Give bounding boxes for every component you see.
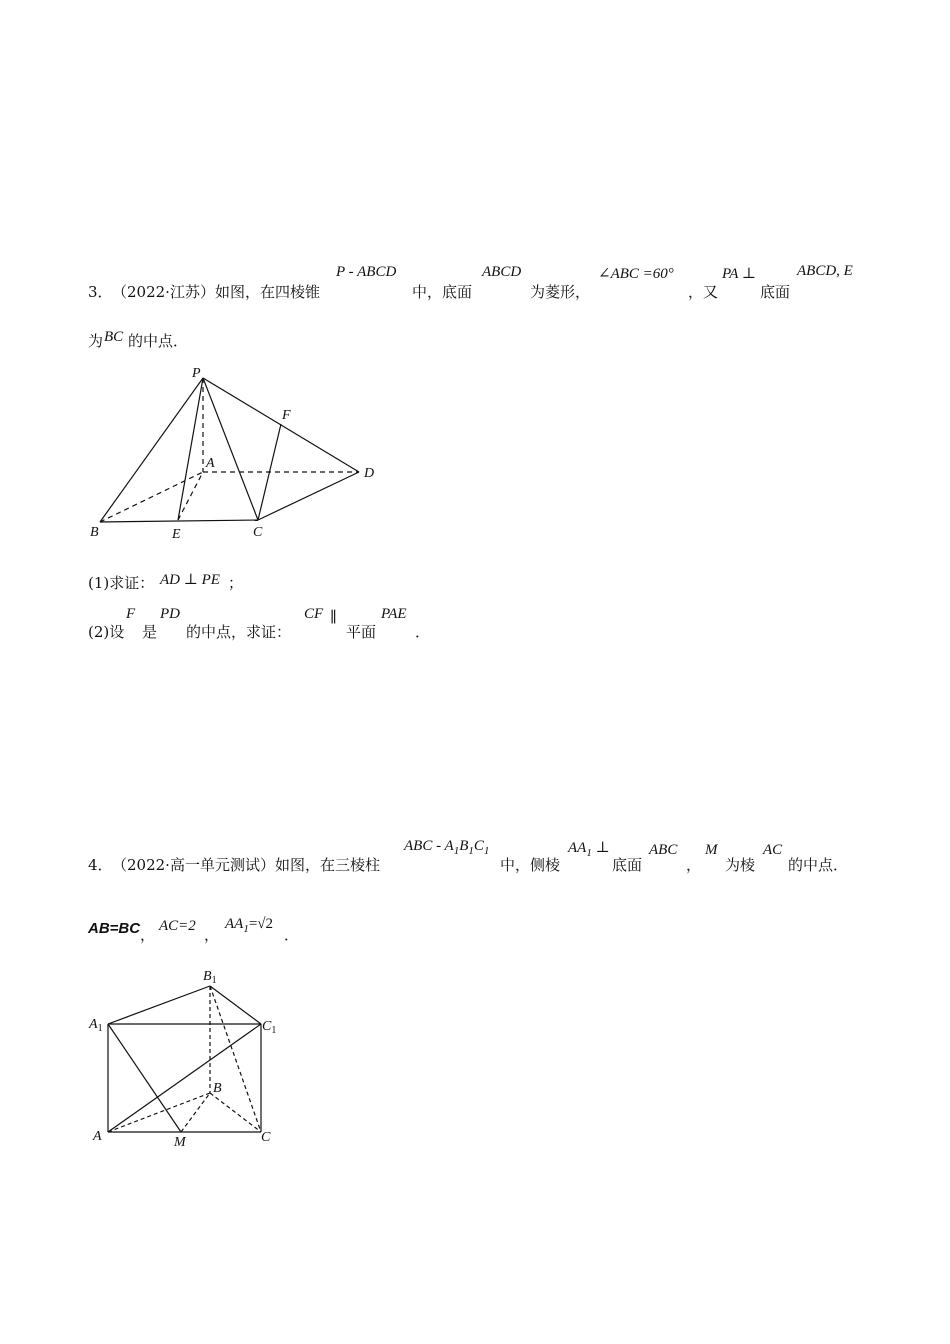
q1-label: (1)求证： — [88, 574, 155, 592]
text-zhong-dimian: 中，底面 — [412, 283, 473, 301]
label-p: P — [192, 366, 201, 381]
pyramid-name: P - ABCD — [336, 264, 397, 280]
text-zhong-cemian: 中，侧棱 — [500, 856, 561, 874]
label-d: D — [364, 466, 375, 481]
q2-end: ． — [415, 623, 431, 641]
point-m: M — [705, 842, 718, 858]
q2-pd: PD — [160, 606, 180, 622]
cond-aa1: $AA_1=√2$ — [225, 916, 274, 935]
label-a1: $A_1$ — [89, 1017, 103, 1034]
label-c-prism: C — [261, 1130, 271, 1145]
period-4: ． — [284, 926, 300, 944]
line2-post: 的中点． — [128, 332, 189, 350]
comma-2: ， — [140, 926, 156, 944]
label-b-prism: B — [213, 1081, 222, 1096]
pa-perp: PA ⊥ — [722, 266, 756, 282]
label-b1: $B_1$ — [203, 969, 217, 986]
comma-1: ， — [686, 856, 702, 874]
text-dimian: 底面 — [760, 283, 791, 301]
problem-4-number: 4． — [88, 856, 113, 874]
q2-label: (2)设 — [88, 623, 125, 641]
label-a: A — [206, 456, 215, 471]
label-f: F — [282, 408, 291, 423]
label-c: C — [253, 525, 263, 540]
problem-3-number: 3． — [88, 283, 113, 301]
prism-figure — [80, 960, 300, 1160]
text-rhombus: 为菱形， — [530, 283, 591, 301]
text-weileng: 为棱 — [725, 856, 756, 874]
cond-ac-2: AC=2 — [159, 918, 196, 934]
q1-end: ； — [228, 574, 244, 592]
text-you: ，又 — [688, 283, 719, 301]
segment-bc: BC — [104, 329, 124, 345]
label-b: B — [90, 525, 99, 540]
text-dimian-4: 底面 — [612, 856, 643, 874]
abcd-e: ABCD, E — [797, 263, 853, 279]
problem-4-source: （2022·高一单元测试）如图，在三棱柱 — [112, 856, 380, 874]
base-abc: ABC — [649, 842, 678, 858]
q2-cf: CF — [304, 606, 324, 622]
comma-3: ， — [204, 926, 220, 944]
q2-pae: PAE — [381, 606, 407, 622]
edge-ac: AC — [763, 842, 783, 858]
problem-3-source: （2022·江苏）如图，在四棱锥 — [112, 283, 320, 301]
q2-f: F — [126, 606, 136, 622]
q1-math: AD ⊥ PE — [160, 572, 220, 588]
edge-aa1: $AA_1$ ⊥ — [568, 840, 610, 859]
q2-parallel: ∥ — [330, 610, 337, 626]
label-m: M — [174, 1135, 186, 1150]
angle-abc: ∠ABC =60° — [598, 266, 674, 282]
line2-pre: 为 — [88, 332, 104, 350]
q2-plane: 平面 — [346, 623, 377, 641]
pyramid-figure — [80, 360, 400, 550]
label-c1: $C_1$ — [262, 1019, 277, 1036]
base-abcd: ABCD — [482, 264, 522, 280]
cond-ab-bc: AB=BC — [88, 920, 141, 937]
text-end-4: 的中点． — [788, 856, 849, 874]
label-e: E — [172, 527, 181, 542]
prism-name: ABC - $A_1B_1C_1$ — [404, 838, 490, 857]
label-a-prism: A — [93, 1129, 102, 1144]
q2-text: 的中点，求证： — [186, 623, 292, 641]
q2-shi: 是 — [142, 623, 158, 641]
